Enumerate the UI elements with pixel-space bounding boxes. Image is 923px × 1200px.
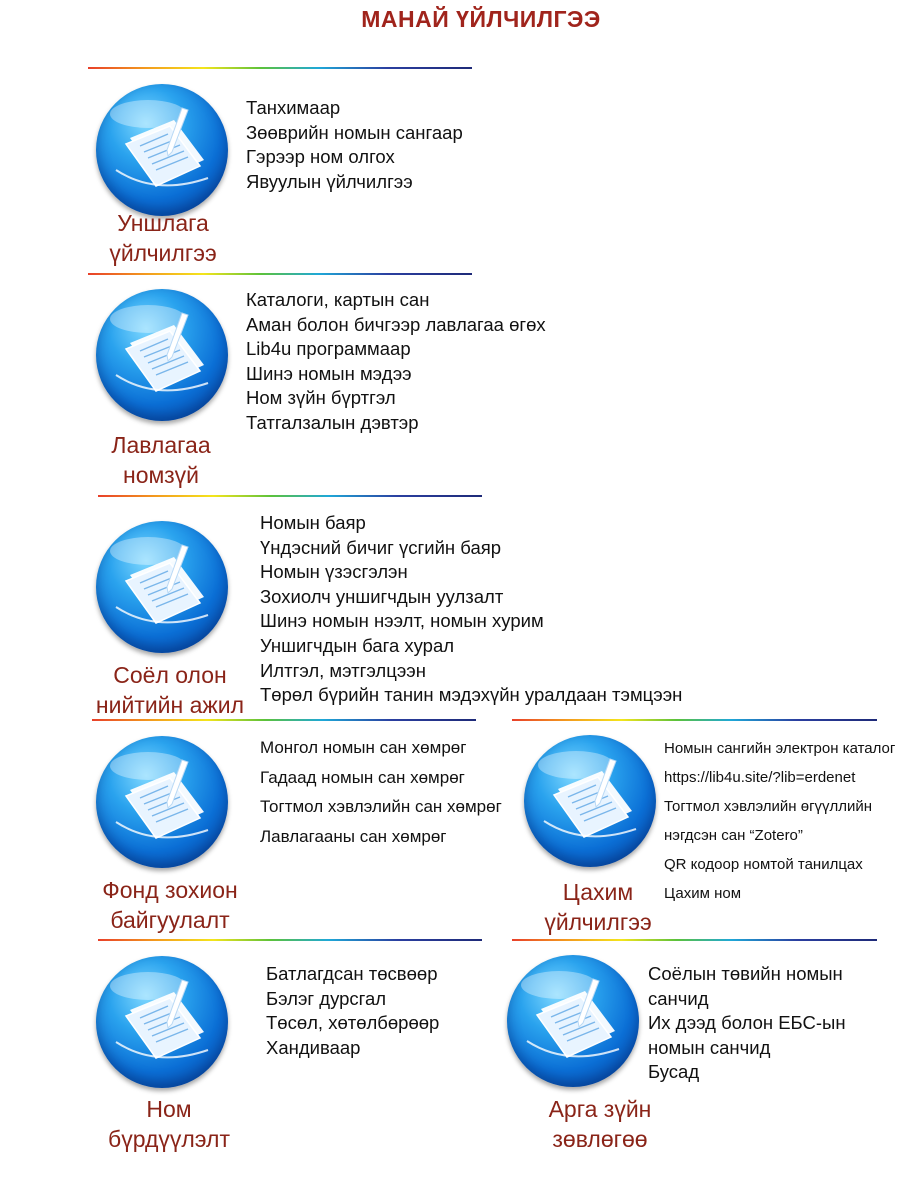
list-item: Номын үзэсгэлэн <box>260 561 408 583</box>
list-item: Цахим ном <box>664 885 742 902</box>
document-pen-icon <box>96 521 228 653</box>
list-item: Номын баяр <box>260 512 366 533</box>
divider <box>88 273 472 275</box>
list-item: Уншигчдын бага хурал <box>260 634 455 656</box>
divider <box>512 939 877 941</box>
list-item: Монгол номын сан хөмрөг <box>260 738 467 757</box>
list-item: Гадаад номын сан хөмрөг <box>260 767 465 787</box>
list-item: Номын сангийн электрон каталог <box>664 740 896 757</box>
list-item: Их дээд болон ЕБС-ын <box>648 1012 846 1034</box>
list-item: Зохиолч уншигчдын уулзалт <box>260 585 504 607</box>
list-item: Каталоги, картын сан <box>246 289 430 310</box>
section-label: Фонд зохион байгуулалт <box>102 877 238 933</box>
page-title: МАНАЙ ҮЙЛЧИЛГЭЭ <box>361 6 601 32</box>
list-item: Гэрээр ном олгох <box>246 146 395 168</box>
document-pen-icon <box>96 956 228 1088</box>
list-item: Танхимаар <box>246 97 341 118</box>
list-item: санчид <box>648 987 709 1009</box>
section-label: Арга зүйн зөвлөгөө <box>548 1096 652 1152</box>
list-item: нэгдсэн сан “Zotero” <box>664 827 803 844</box>
document-pen-icon <box>507 955 639 1087</box>
section-items <box>648 962 846 1085</box>
section-items <box>260 511 682 708</box>
list-item: Лавлагааны сан хөмрөг <box>260 826 447 846</box>
list-item: https://lib4u.site/?lib=erdenet <box>664 769 856 786</box>
list-item: Татгалзалын дэвтэр <box>246 411 419 433</box>
divider <box>88 67 472 69</box>
list-item: Илтгэл, мэтгэлцээн <box>260 659 426 681</box>
section-items <box>246 288 546 436</box>
list-item: Ном зүйн бүртгэл <box>246 387 396 409</box>
list-item: QR кодоор номтой танилцах <box>664 856 863 873</box>
section-items <box>266 962 439 1060</box>
list-item: Тогтмол хэвлэлийн өгүүллийн <box>664 798 873 815</box>
divider <box>512 719 877 721</box>
list-item: Явуулын үйлчилгээ <box>246 170 413 192</box>
section-label: Цахим үйлчилгээ <box>544 879 652 935</box>
list-item: Бэлэг дурсгал <box>266 987 387 1009</box>
document-pen-icon <box>96 289 228 421</box>
section-label: Уншлага үйлчилгээ <box>109 210 217 266</box>
list-item: номын санчид <box>648 1036 771 1058</box>
list-item: Батлагдсан төсвөөр <box>266 963 438 984</box>
section-label: Соёл олон нийтийн ажил <box>95 662 245 718</box>
divider <box>98 495 482 497</box>
list-item: Тогтмол хэвлэлийн сан хөмрөг <box>260 797 502 816</box>
list-item: Аман болон бичгээр лавлагаа өгөх <box>246 313 546 335</box>
list-item: Lib4u программаар <box>246 338 411 360</box>
list-item: Соёлын төвийн номын <box>648 963 843 984</box>
document-pen-icon <box>96 84 228 216</box>
list-item: Үндэсний бичиг үсгийн баяр <box>260 536 502 558</box>
list-item: Шинэ номын мэдээ <box>246 362 412 384</box>
list-item: Зөөврийн номын сангаар <box>246 121 463 143</box>
list-item: Шинэ номын нээлт, номын хурим <box>260 610 544 632</box>
document-pen-icon <box>96 736 228 868</box>
list-item: Бусад <box>648 1061 700 1083</box>
section-label: Лавлагаа номзүй <box>111 432 211 488</box>
list-item: Төсөл, хөтөлбөрөөр <box>266 1012 440 1034</box>
section-items <box>260 733 502 851</box>
list-item: Хандиваар <box>266 1036 361 1058</box>
divider <box>98 939 482 941</box>
document-pen-icon <box>524 735 656 867</box>
section-items <box>246 96 463 194</box>
section-items <box>664 734 895 908</box>
list-item: Төрөл бүрийн танин мэдэхүйн уралдаан тэмцээн <box>260 684 683 706</box>
section-label: Ном бүрдүүлэлт <box>108 1096 230 1152</box>
